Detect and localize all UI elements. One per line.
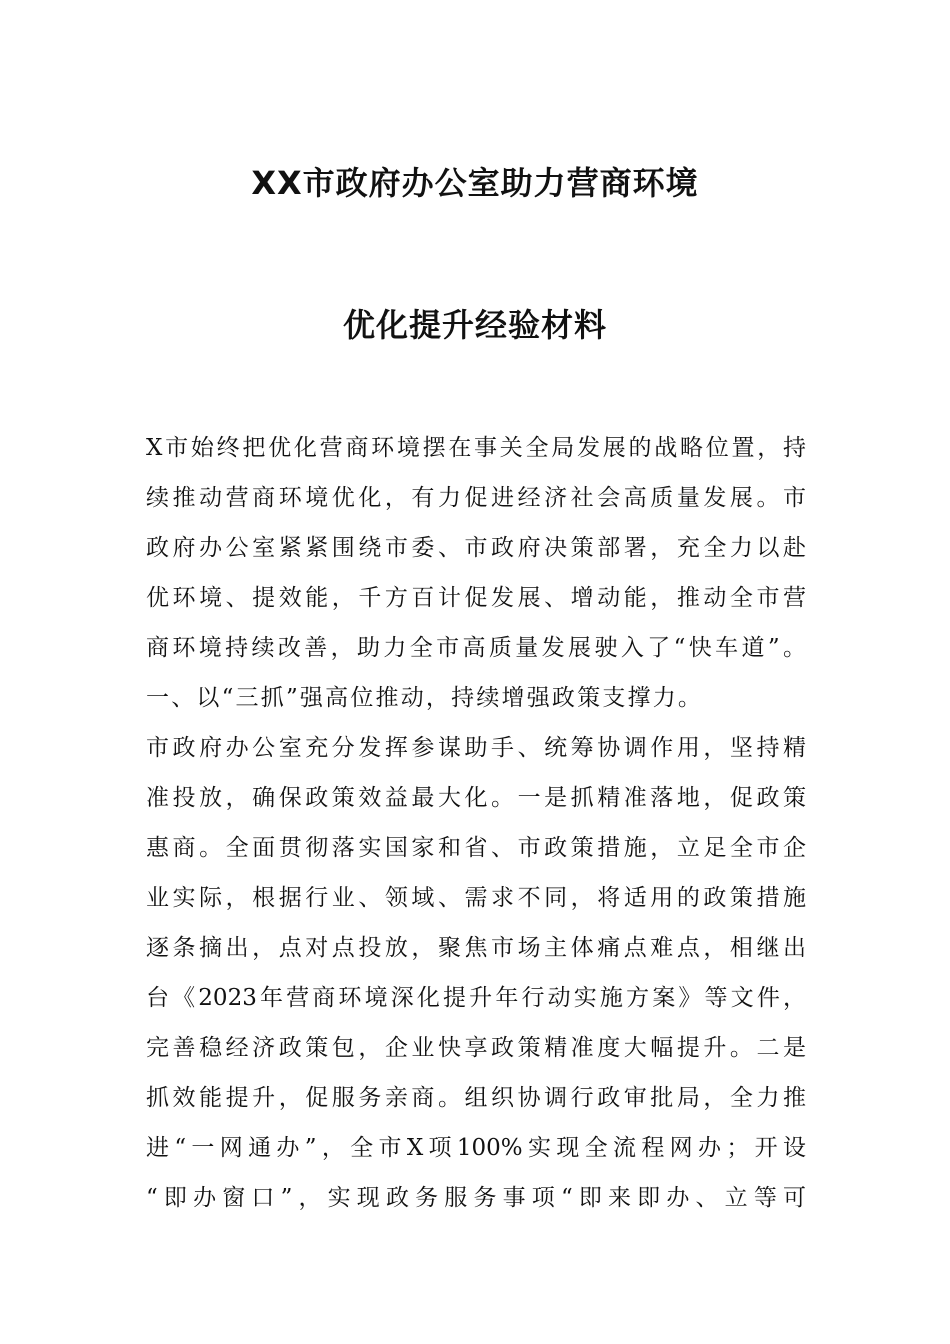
body-line: 进“一网通办”，全市X项100%实现全流程网办；开设	[146, 1135, 806, 1161]
document-body	[146, 428, 806, 1228]
body-line: 续推动营商环境优化，有力促进经济社会高质量发展。市	[146, 485, 806, 511]
document-title-line-2: 优化提升经验材料	[342, 306, 607, 344]
body-line: 惠商。全面贯彻落实国家和省、市政策措施，立足全市企	[146, 835, 806, 861]
body-line: 市政府办公室充分发挥参谋助手、统筹协调作用，坚持精	[146, 735, 806, 761]
document-title-line-1: XX市政府办公室助力营商环境	[251, 164, 699, 202]
body-line: 逐条摘出，点对点投放，聚焦市场主体痛点难点，相继出	[146, 935, 806, 961]
section-heading-line: 一、以“三抓”强高位推动，持续增强政策支撑力。	[146, 685, 704, 711]
body-line: 准投放，确保政策效益最大化。一是抓精准落地，促政策	[146, 785, 806, 811]
body-line: 抓效能提升，促服务亲商。组织协调行政审批局，全力推	[146, 1085, 806, 1111]
body-line: “即办窗口”，实现政务服务事项“即来即办、立等可	[146, 1185, 806, 1211]
body-line: 商环境持续改善，助力全市高质量发展驶入了“快车道”。	[146, 635, 806, 661]
body-line: 完善稳经济政策包，企业快享政策精准度大幅提升。二是	[146, 1035, 806, 1061]
body-line: 政府办公室紧紧围绕市委、市政府决策部署，充全力以赴	[146, 535, 806, 561]
body-line: 优环境、提效能，千方百计促发展、增动能，推动全市营	[146, 585, 806, 611]
body-line: 台《2023年营商环境深化提升年行动实施方案》等文件，	[146, 985, 806, 1011]
body-line: X市始终把优化营商环境摆在事关全局发展的战略位置，持	[146, 435, 806, 461]
body-line: 业实际，根据行业、领域、需求不同，将适用的政策措施	[146, 885, 806, 911]
